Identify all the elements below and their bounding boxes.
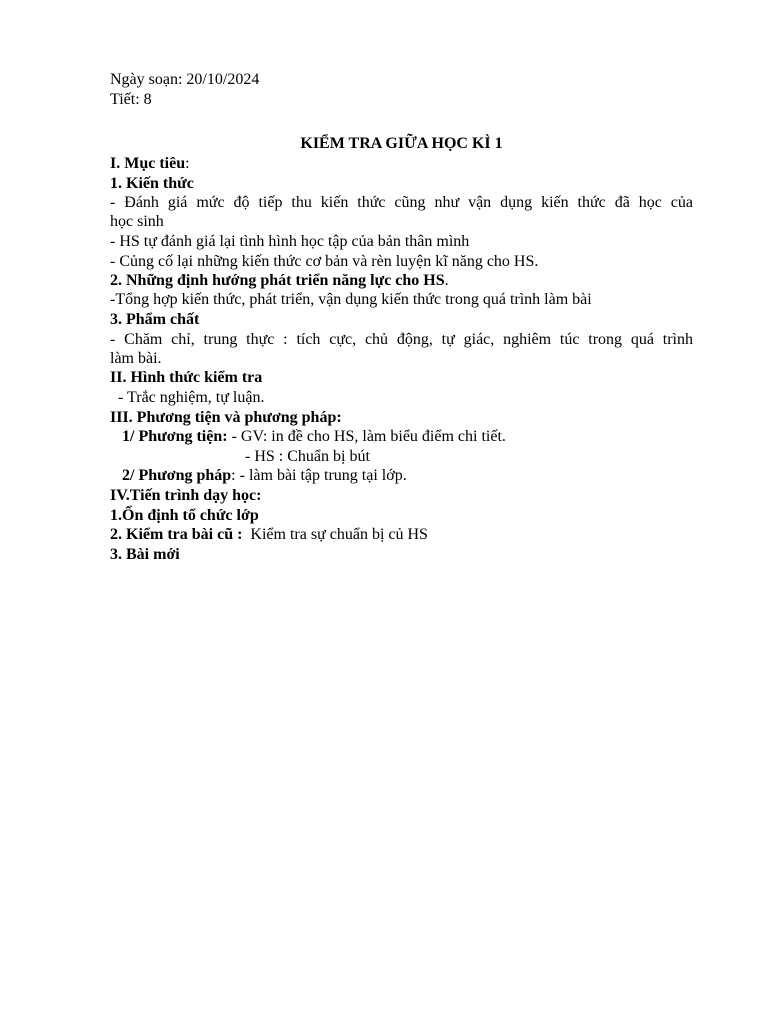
means-label: 1/ Phương tiện: (122, 428, 228, 445)
knowledge-item-3: - Củng cố lại những kiến thức cơ bản và rèn luyện kĩ năng cho HS. (110, 253, 539, 270)
exam-format-heading: II. Hình thức kiểm tra (110, 369, 263, 386)
objectives-heading: I. Mục tiêu (110, 155, 186, 172)
means-line (122, 427, 506, 446)
exam-format-item-1: - Trắc nghiệm, tự luận. (118, 389, 265, 406)
knowledge-item-1-line-2: học sinh (110, 213, 164, 230)
step-2-label: 2. Kiểm tra bài cũ : (110, 526, 243, 543)
method-label: 2/ Phương pháp (122, 467, 232, 484)
teaching-process-heading: IV.Tiến trình dạy học: (110, 487, 262, 504)
document-title: KIỂM TRA GIỮA HỌC KÌ 1 (300, 135, 503, 152)
objectives-heading-line (110, 154, 190, 173)
competency-heading-line: 2. Những định hướng phát triển năng lực cho HS. (110, 272, 449, 289)
step-2-text: Kiểm tra sự chuẩn bị củ HS (242, 526, 428, 543)
knowledge-item-2: - HS tự đánh giá lại tình hình học tập của bản thân mình (110, 233, 470, 250)
competency-heading: 2. Những định hướng phát triển năng lực cho HS (110, 272, 445, 289)
means-methods-heading: III. Phương tiện và phương pháp: (110, 409, 342, 426)
knowledge-heading: 1. Kiến thức (110, 175, 194, 192)
lesson-period: Tiết: 8 (110, 91, 152, 108)
knowledge-item-1-line-1: - Đánh giá mức độ tiếp thu kiến thức cũng như vận dụng kiến thức đã học của (110, 194, 693, 211)
prep-date: Ngày soạn: 20/10/2024 (110, 71, 260, 88)
means-gv: - GV: in đề cho HS, làm biểu điểm chi tiết. (227, 428, 506, 445)
competency-item-1: -Tổng hợp kiến thức, phát triển, vận dụng kiến thức trong quá trình làm bài (110, 291, 592, 308)
method-text: : - làm bài tập trung tại lớp. (231, 467, 407, 484)
quality-item-1-line-1: - Chăm chỉ, trung thực : tích cực, chủ động, tự giác, nghiêm túc trong quá trình (110, 331, 693, 348)
step-3-new-lesson: 3. Bài mới (110, 546, 180, 563)
quality-item-1-line-2: làm bài. (110, 350, 162, 367)
means-hs: - HS : Chuẩn bị bút (245, 448, 370, 465)
step-1-class-organization: 1.Ổn định tổ chức lớp (110, 507, 259, 524)
objectives-colon: : (185, 155, 190, 172)
step-2-line (110, 525, 428, 544)
quality-heading: 3. Phẩm chất (110, 311, 200, 328)
method-line (122, 466, 407, 485)
